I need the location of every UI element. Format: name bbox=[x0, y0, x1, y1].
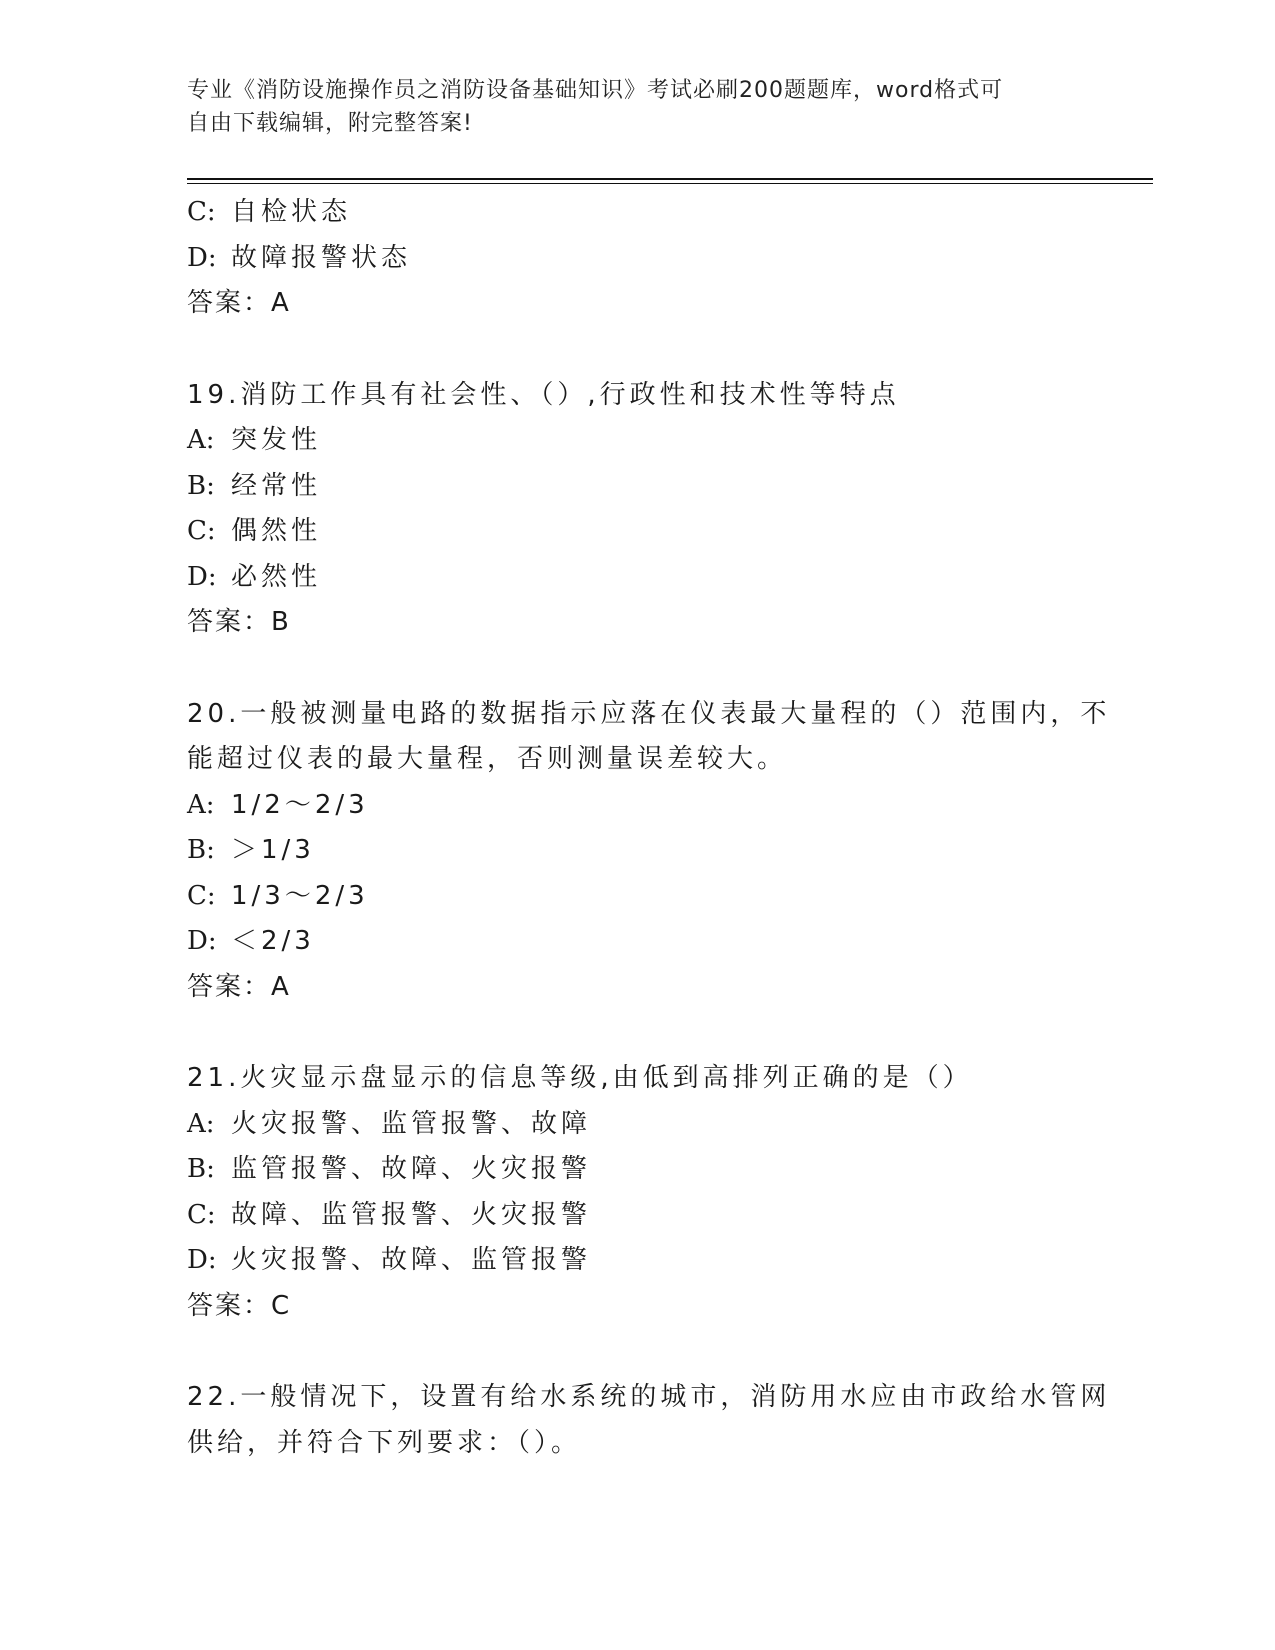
document-body bbox=[187, 190, 1111, 1466]
option-d: D: 必然性 bbox=[187, 561, 322, 592]
option-b: B: 经常性 bbox=[187, 470, 322, 501]
header-divider bbox=[187, 178, 1153, 180]
answer: 答案：C bbox=[187, 1290, 292, 1321]
question-text: 21.火灾显示盘显示的信息等级,由低到高排列正确的是（） bbox=[187, 1063, 973, 1093]
question-text-cont: 能超过仪表的最大量程，否则测量误差较大。 bbox=[187, 744, 788, 774]
question-text: 19.消防工作具有社会性、（）,行政性和技术性等特点 bbox=[187, 379, 900, 410]
question-text: 20.一般被测量电路的数据指示应落在仪表最大量程的（）范围内，不 bbox=[187, 698, 1111, 729]
header-divider-thin bbox=[187, 183, 1153, 184]
question-19 bbox=[187, 373, 1087, 646]
option-b: B: ＞1/3 bbox=[187, 835, 315, 865]
option-c: C: 故障、监管报警、火灾报警 bbox=[187, 1199, 592, 1230]
option-d: D: 火灾报警、故障、监管报警 bbox=[187, 1245, 592, 1275]
answer: 答案：A bbox=[187, 971, 291, 1002]
option-c: C: 1/3～2/3 bbox=[187, 880, 369, 911]
option-b: B: 监管报警、故障、火灾报警 bbox=[187, 1154, 592, 1184]
question-text-cont: 供给，并符合下列要求：（）。 bbox=[187, 1427, 582, 1458]
option-a: A: 突发性 bbox=[187, 425, 322, 455]
question-22 bbox=[187, 1375, 1111, 1466]
question-18-tail bbox=[187, 190, 1087, 327]
header-line-2: 自由下载编辑，附完整答案! bbox=[187, 111, 473, 136]
answer: 答案：B bbox=[187, 607, 291, 637]
option-a: A: 1/2～2/3 bbox=[187, 789, 369, 820]
answer: 答案：A bbox=[187, 288, 291, 318]
option-d: D: ＜2/3 bbox=[187, 926, 315, 956]
option-d: D: 故障报警状态 bbox=[187, 242, 412, 273]
question-text: 22.一般情况下，设置有给水系统的城市，消防用水应由市政给水管网 bbox=[187, 1382, 1111, 1412]
option-a: A: 火灾报警、监管报警、故障 bbox=[187, 1108, 592, 1139]
document-header bbox=[187, 74, 1067, 140]
question-21 bbox=[187, 1056, 1087, 1329]
header-line-1: 专业《消防设施操作员之消防设备基础知识》考试必刷200题题库，word格式可 bbox=[187, 78, 1004, 103]
option-c: C: 偶然性 bbox=[187, 516, 322, 546]
option-c: C: 自检状态 bbox=[187, 197, 352, 227]
question-20 bbox=[187, 692, 1111, 1011]
